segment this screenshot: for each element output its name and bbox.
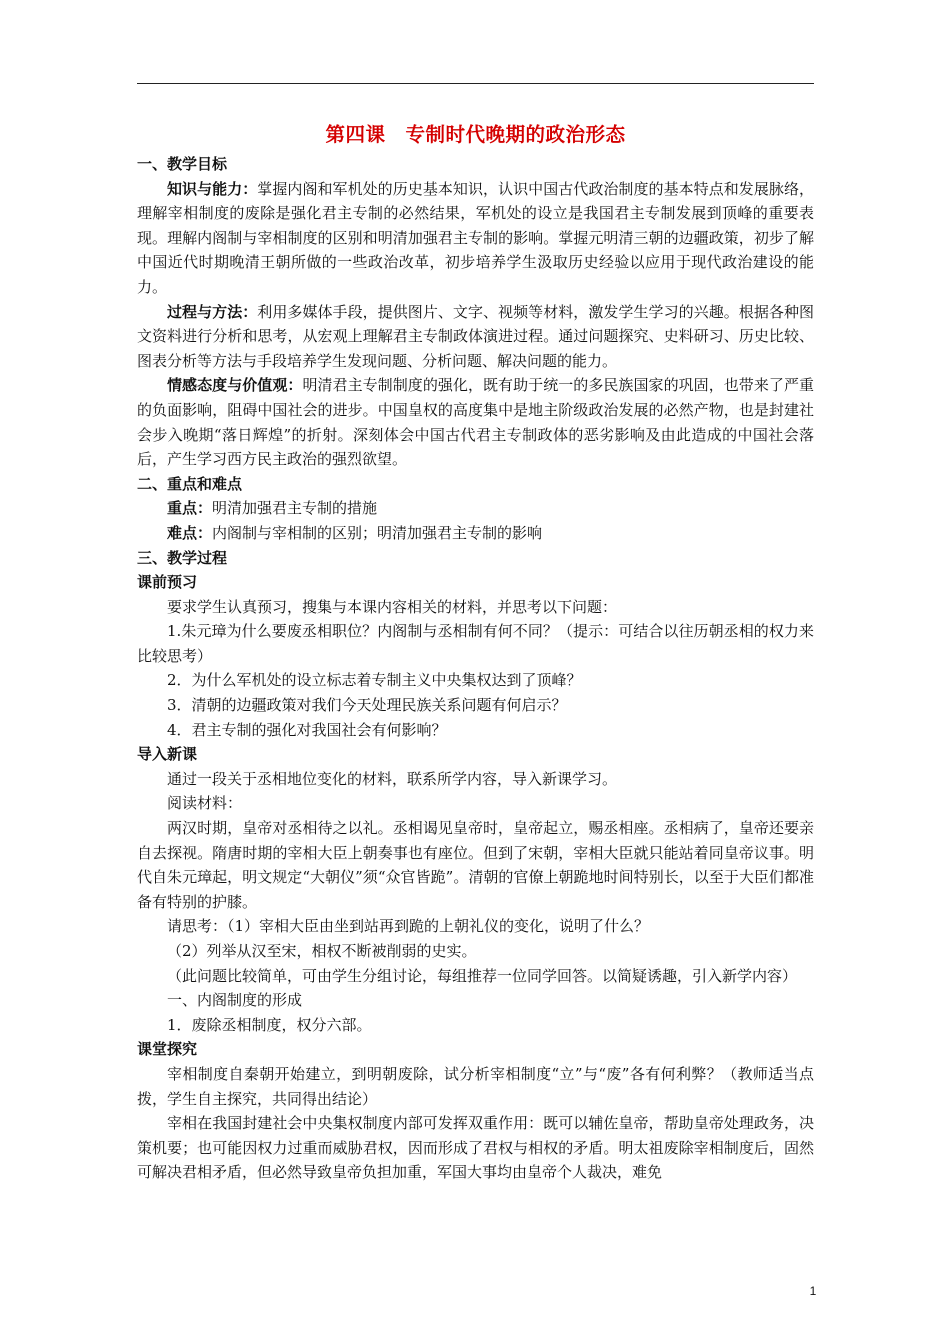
- preview-question-2: 2．为什么军机处的设立标志着专制主义中央集权达到了顶峰？: [167, 671, 582, 690]
- text-difficulty: 内阁制与宰相制的区别；明清加强君主专制的影响: [212, 523, 543, 542]
- page-number: 1: [809, 1284, 817, 1298]
- subheading-preview: 课前预习: [137, 573, 198, 592]
- preview-question-3: 3．清朝的边疆政策对我们今天处理民族关系问题有何启示？: [167, 696, 567, 715]
- subheading-class-inquiry: 课堂探究: [137, 1040, 198, 1059]
- paragraph-difficulty: [137, 521, 814, 546]
- header-rule: [137, 83, 814, 84]
- subheading-introduction: 导入新课: [137, 745, 198, 764]
- section-heading-process: 三、教学过程: [137, 548, 228, 567]
- label-difficulty: 难点：: [167, 523, 213, 542]
- preview-question-1: 1.朱元璋为什么要废丞相职位？内阁制与丞相制有何不同？（提示：可结合以往历朝丞相的权力来比较思考）: [137, 622, 814, 665]
- text-knowledge-ability: 掌握内阁和军机处的历史基本知识，认识中国古代政治制度的基本特点和发展脉络，理解宰相制度的废除是强化君主专制的必然结果，军机处的设立是我国君主专制发展到顶峰的重要表现。理解内阁制与宰相制度的区别和明清加强君主专制的影响。掌握元明清三朝的边疆政策，初步了解中国近代时期晚清王朝所做的一些政治改革，初步培养学生汲取历史经验以应用于现代政治建设的能力。: [137, 179, 814, 296]
- intro-section-one: 一、内阁制度的形成: [167, 991, 303, 1010]
- class-paragraph-2: 宰相在我国封建社会中央集权制度内部可发挥双重作用：既可以辅佐皇帝，帮助皇帝处理政务，决策机要；也可能因权力过重而威胁君权，因而形成了君权与相权的矛盾。明太祖废除宰相制度后，固然可解决君相矛盾，但必然导致皇帝负担加重，军国大事均由皇帝个人裁决，难免: [137, 1114, 814, 1182]
- intro-question-1: 请思考：（1）宰相大臣由坐到站再到跪的上朝礼仪的变化，说明了什么？: [167, 917, 650, 936]
- intro-reading-material: 两汉时期，皇帝对丞相待之以礼。丞相谒见皇帝时，皇帝起立，赐丞相座。丞相病了，皇帝还要亲自去探视。隋唐时期的宰相大臣上朝奏事也有座位。但到了宋朝，宰相大臣就只能站着同皇帝议事。明代自朱元璋起，明文规定“大朝仪”须“众官皆跪”。清朝的官僚上朝跪地时间特别长，以至于大臣们都准备有特别的护膝。: [137, 819, 814, 911]
- paragraph-knowledge-ability: [137, 177, 814, 300]
- text-key-point: 明清加强君主专制的措施: [212, 499, 378, 518]
- intro-paragraph-1: 通过一段关于丞相地位变化的材料，联系所学内容，导入新课学习。: [167, 769, 618, 788]
- section-heading-objectives: 一、教学目标: [137, 155, 228, 173]
- intro-item-one: 1．废除丞相制度，权分六部。: [167, 1015, 372, 1034]
- document-body: [137, 120, 814, 1185]
- section-heading-key-points: 二、重点和难点: [137, 474, 243, 493]
- paragraph-process-method: [137, 300, 814, 374]
- lesson-title: 第四课 专制时代晚期的政治形态: [325, 123, 626, 146]
- intro-note: （此问题比较简单，可由学生分组讨论，每组推荐一位同学回答。以简疑诱趣，引入新学内容）: [167, 966, 798, 985]
- intro-question-2: （2）列举从汉至宋，相权不断被削弱的史实。: [167, 942, 477, 960]
- label-attitude-values: 情感态度与价值观：: [167, 376, 303, 395]
- paragraph-attitude-values: [137, 373, 814, 471]
- label-key-point: 重点：: [167, 499, 213, 518]
- text-attitude-values: 明清君主专制制度的强化，既有助于统一的多民族国家的巩固，也带来了严重的负面影响，阻碍中国社会的进步。中国皇权的高度集中是地主阶级政治发展的必然产物，也是封建社会步入晚期“落日辉煌”的折射。深刻体会中国古代君主专制政体的恶劣影响及由此造成的中国社会落后，产生学习西方民主政治的强烈欲望。: [137, 376, 814, 469]
- label-knowledge-ability: 知识与能力：: [167, 179, 258, 198]
- preview-intro: 要求学生认真预习，搜集与本课内容相关的材料，并思考以下问题：: [167, 597, 618, 616]
- intro-paragraph-2: 阅读材料：: [167, 794, 243, 813]
- label-process-method: 过程与方法：: [167, 302, 258, 321]
- class-paragraph-1: 宰相制度自秦朝开始建立，到明朝废除，试分析宰相制度“立”与“废”各有何利弊？（教师适当点拨，学生自主探究，共同得出结论）: [137, 1064, 814, 1108]
- paragraph-key-point: [137, 496, 814, 521]
- preview-question-4: 4．君主专制的强化对我国社会有何影响？: [167, 720, 447, 739]
- text-process-method: 利用多媒体手段，提供图片、文字、视频等材料，激发学生学习的兴趣。根据各种图文资料进行分析和思考，从宏观上理解君主专制政体演进过程。通过问题探究、史料研习、历史比较、图表分析等方法与手段培养学生发现问题、分析问题、解决问题的能力。: [137, 302, 814, 370]
